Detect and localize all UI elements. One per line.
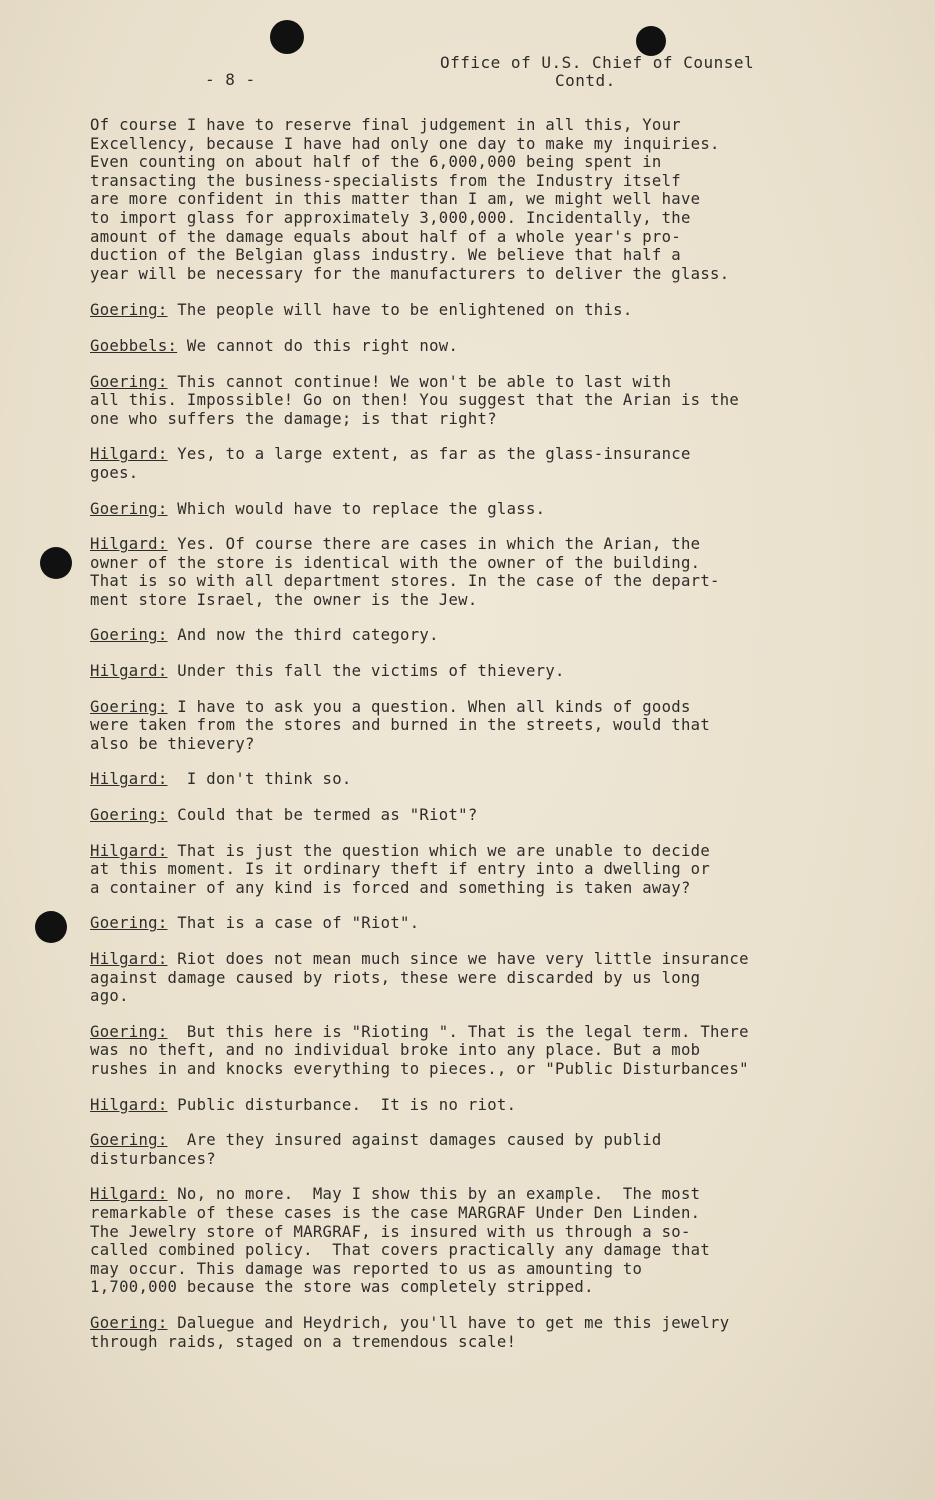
dialogue-text: also be thievery? xyxy=(90,734,255,753)
dialogue-line xyxy=(90,860,890,879)
dialogue-text: The Jewelry store of MARGRAF, is insured with us through a so- xyxy=(90,1222,691,1241)
dialogue-line xyxy=(90,770,890,789)
dialogue-text: And now the third category. xyxy=(167,626,439,645)
dialogue-text: against damage caused by riots, these were discarded by us long xyxy=(90,968,701,987)
speaker-name: Hilgard: xyxy=(90,535,168,554)
intro-line: Even counting on about half of the 6,000,000 being spent in xyxy=(90,153,662,172)
dialogue-text: But this here is "Rioting ". That is the legal term. There xyxy=(167,1022,749,1041)
office-heading-contd: Contd. xyxy=(555,71,616,90)
dialogue-text: I don't think so. xyxy=(167,770,352,789)
dialogue-text: may occur. This damage was reported to us as amounting to xyxy=(90,1259,643,1278)
dialogue-line xyxy=(90,987,890,1006)
speaker-name: Goering: xyxy=(90,1022,168,1041)
dialogue-turn xyxy=(90,1023,890,1079)
dialogue-turn xyxy=(90,626,890,645)
speaker-name: Goering: xyxy=(90,1313,168,1332)
dialogue xyxy=(90,301,890,1351)
dialogue-turn xyxy=(90,301,890,320)
dialogue-text: ago. xyxy=(90,987,129,1006)
dialogue-line xyxy=(90,301,890,320)
dialogue-line xyxy=(90,806,890,825)
dialogue-line xyxy=(90,735,890,754)
dialogue-turn xyxy=(90,535,890,609)
speaker-name: Goebbels: xyxy=(90,336,178,355)
dialogue-line xyxy=(90,879,890,898)
dialogue-turn xyxy=(90,770,890,789)
dialogue-line xyxy=(90,500,890,519)
dialogue-line xyxy=(90,1278,890,1297)
dialogue-text: goes. xyxy=(90,463,139,482)
dialogue-text: through raids, staged on a tremendous scale! xyxy=(90,1332,517,1351)
dialogue-text: remarkable of these cases is the case MARGRAF Under Den Linden. xyxy=(90,1203,701,1222)
dialogue-line xyxy=(90,572,890,591)
dialogue-line xyxy=(90,591,890,610)
dialogue-text: Are they insured against damages caused by publid xyxy=(167,1131,662,1150)
dialogue-line xyxy=(90,391,890,410)
intro-line: to import glass for approximately 3,000,000. Incidentally, the xyxy=(90,208,691,227)
dialogue-text: Yes, to a large extent, as far as the glass-insurance xyxy=(167,445,691,464)
punch-hole-top-right xyxy=(636,26,666,56)
dialogue-line xyxy=(90,1150,890,1169)
dialogue-text: That is so with all department stores. In the case of the depart- xyxy=(90,572,720,591)
dialogue-text: Riot does not mean much since we have very little insurance xyxy=(167,950,749,968)
dialogue-text: owner of the store is identical with the owner of the building. xyxy=(90,553,701,572)
speaker-name: Goering: xyxy=(90,626,168,645)
speaker-name: Hilgard: xyxy=(90,1095,168,1114)
speaker-name: Goering: xyxy=(90,499,168,518)
speaker-name: Hilgard: xyxy=(90,662,168,681)
dialogue-line xyxy=(90,1241,890,1260)
intro-line: are more confident in this matter than I am, we might well have xyxy=(90,190,701,209)
dialogue-line xyxy=(90,464,890,483)
dialogue-turn xyxy=(90,914,890,933)
dialogue-line xyxy=(90,1314,890,1333)
dialogue-line xyxy=(90,1023,890,1042)
speaker-name: Hilgard: xyxy=(90,445,168,464)
dialogue-text: one who suffers the damage; is that right? xyxy=(90,409,497,428)
intro-line: amount of the damage equals about half of a whole year's pro- xyxy=(90,227,681,246)
dialogue-text: Under this fall the victims of thievery. xyxy=(167,662,565,681)
office-heading: Office of U.S. Chief of Counsel xyxy=(440,53,755,72)
speaker-name: Hilgard: xyxy=(90,841,168,860)
dialogue-line xyxy=(90,1260,890,1279)
dialogue-turn xyxy=(90,337,890,356)
speaker-name: Goering: xyxy=(90,301,168,320)
dialogue-turn xyxy=(90,500,890,519)
speaker-name: Goering: xyxy=(90,1131,168,1150)
dialogue-turn xyxy=(90,1314,890,1351)
dialogue-line xyxy=(90,1131,890,1150)
dialogue-line xyxy=(90,337,890,356)
dialogue-text: We cannot do this right now. xyxy=(177,336,459,355)
dialogue-text: Could that be termed as "Riot"? xyxy=(167,806,478,825)
dialogue-line xyxy=(90,410,890,429)
intro-paragraph xyxy=(90,116,890,283)
speaker-name: Hilgard: xyxy=(90,770,168,789)
punch-hole-left-lower xyxy=(35,911,67,943)
dialogue-line xyxy=(90,1041,890,1060)
dialogue-line xyxy=(90,662,890,681)
dialogue-line xyxy=(90,445,890,464)
dialogue-line xyxy=(90,1204,890,1223)
dialogue-text: at this moment. Is it ordinary theft if entry into a dwelling or xyxy=(90,860,711,879)
dialogue-text: all this. Impossible! Go on then! You suggest that the Arian is the xyxy=(90,391,740,410)
dialogue-text: were taken from the stores and burned in the streets, would that xyxy=(90,716,711,735)
dialogue-turn xyxy=(90,698,890,754)
dialogue-line xyxy=(90,1223,890,1242)
speaker-name: Hilgard: xyxy=(90,1185,168,1204)
dialogue-text: was no theft, and no individual broke into any place. But a mob xyxy=(90,1041,701,1060)
dialogue-text: No, no more. May I show this by an example. The most xyxy=(167,1185,701,1204)
dialogue-turn xyxy=(90,1185,890,1297)
intro-line: Of course I have to reserve final judgement in all this, Your xyxy=(90,116,681,134)
dialogue-turn xyxy=(90,806,890,825)
dialogue-text: The people will have to be enlightened on this. xyxy=(167,301,633,320)
dialogue-text: rushes in and knocks everything to pieces., or "Public Disturbances" xyxy=(90,1059,749,1078)
dialogue-text: That is just the question which we are unable to decide xyxy=(167,841,711,860)
speaker-name: Goering: xyxy=(90,806,168,825)
dialogue-text: Daluegue and Heydrich, you'll have to get me this jewelry xyxy=(167,1313,730,1332)
dialogue-line xyxy=(90,626,890,645)
dialogue-line xyxy=(90,373,890,392)
dialogue-line xyxy=(90,698,890,717)
dialogue-text: Yes. Of course there are cases in which the Arian, the xyxy=(167,535,701,554)
dialogue-line xyxy=(90,716,890,735)
page-number: - 8 - xyxy=(205,70,256,89)
dialogue-turn xyxy=(90,445,890,482)
dialogue-line xyxy=(90,1060,890,1079)
dialogue-line xyxy=(90,554,890,573)
punch-hole-left-middle xyxy=(40,547,72,579)
dialogue-line xyxy=(90,1096,890,1115)
dialogue-text: That is a case of "Riot". xyxy=(167,914,420,933)
speaker-name: Goering: xyxy=(90,914,168,933)
dialogue-turn xyxy=(90,842,890,898)
dialogue-text: ment store Israel, the owner is the Jew. xyxy=(90,590,478,609)
dialogue-line xyxy=(90,535,890,554)
dialogue-turn xyxy=(90,1096,890,1115)
intro-line: transacting the business-specialists from the Industry itself xyxy=(90,171,681,190)
dialogue-text: called combined policy. That covers practically any damage that xyxy=(90,1241,711,1260)
dialogue-text: Public disturbance. It is no riot. xyxy=(167,1095,517,1114)
transcript-body xyxy=(90,116,890,1368)
dialogue-line xyxy=(90,842,890,861)
dialogue-line xyxy=(90,950,890,969)
dialogue-text: I have to ask you a question. When all kinds of goods xyxy=(167,697,691,716)
dialogue-turn xyxy=(90,950,890,1006)
dialogue-line xyxy=(90,914,890,933)
speaker-name: Hilgard: xyxy=(90,950,168,968)
intro-line: year will be necessary for the manufacturers to deliver the glass. xyxy=(90,264,730,283)
dialogue-turn xyxy=(90,662,890,681)
dialogue-text: a container of any kind is forced and something is taken away? xyxy=(90,878,691,897)
dialogue-line xyxy=(90,1333,890,1352)
dialogue-text: disturbances? xyxy=(90,1149,216,1168)
dialogue-text: Which would have to replace the glass. xyxy=(167,499,546,518)
dialogue-text: This cannot continue! We won't be able to last with xyxy=(167,372,672,391)
dialogue-turn xyxy=(90,1131,890,1168)
intro-line: duction of the Belgian glass industry. We believe that half a xyxy=(90,246,681,265)
dialogue-line xyxy=(90,969,890,988)
punch-hole-top-left xyxy=(270,20,304,54)
dialogue-text: 1,700,000 because the store was completely stripped. xyxy=(90,1278,594,1297)
speaker-name: Goering: xyxy=(90,372,168,391)
speaker-name: Goering: xyxy=(90,697,168,716)
dialogue-turn xyxy=(90,373,890,429)
dialogue-line xyxy=(90,1185,890,1204)
intro-line: Excellency, because I have had only one day to make my inquiries. xyxy=(90,134,720,153)
